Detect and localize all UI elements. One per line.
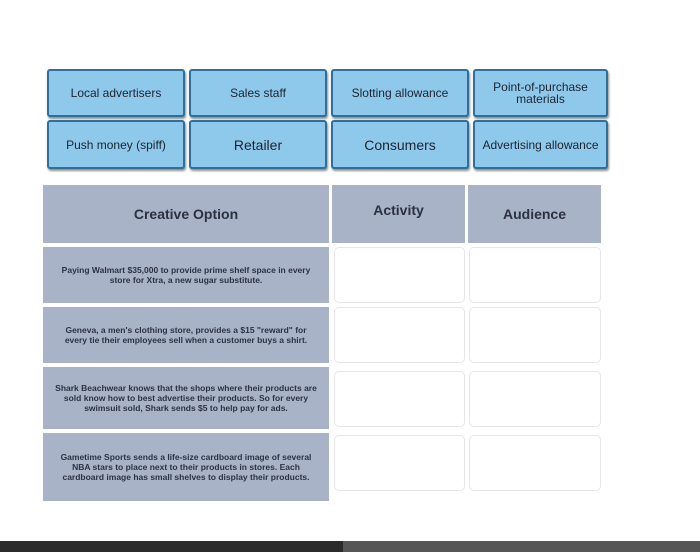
creative-option-row-1 — [43, 247, 329, 303]
audience-drop-slot-3[interactable] — [469, 371, 601, 427]
creative-option-text: Shark Beachwear knows that the shops where their products are sold know how to best advertise their products. So for every swimsuit sold, Shark sends $5 to help pay for ads. — [55, 383, 317, 413]
creative-option-row-3 — [43, 367, 329, 429]
audience-drop-slot-2[interactable] — [469, 307, 601, 363]
column-header-label: Activity — [373, 202, 424, 218]
term-tile-retailer[interactable]: Retailer — [189, 120, 327, 169]
audience-drop-slot-1[interactable] — [469, 247, 601, 303]
activity-drop-slot-2[interactable] — [334, 307, 465, 363]
activity-drop-slot-4[interactable] — [334, 435, 465, 491]
term-tile-consumers[interactable]: Consumers — [331, 120, 469, 169]
term-tile-push-money[interactable]: Push money (spiff) — [47, 120, 185, 169]
column-header-activity — [332, 185, 465, 243]
creative-option-row-2 — [43, 307, 329, 363]
column-header-creative-option — [43, 185, 329, 243]
creative-option-row-4 — [43, 433, 329, 501]
column-header-label: Creative Option — [133, 206, 239, 222]
creative-option-text: Gametime Sports sends a life-size cardboard image of several NBA stars to place next to their products in stores. Each cardboard image has small shelves to display their products. — [60, 452, 312, 482]
term-bank — [47, 69, 611, 169]
creative-option-text: Geneva, a men's clothing store, provides a $15 "reward" for every tie their employees sell when a customer buys a shirt. — [64, 325, 308, 345]
activity-drop-slot-3[interactable] — [334, 371, 465, 427]
bottom-toolbar-strip — [0, 541, 700, 552]
creative-option-text: Paying Walmart $35,000 to provide prime shelf space in every store for Xtra, a new sugar substitute. — [61, 265, 311, 285]
column-header-audience — [468, 185, 601, 243]
term-tile-slotting-allowance[interactable]: Slotting allowance — [331, 69, 469, 117]
term-tile-sales-staff[interactable]: Sales staff — [189, 69, 327, 117]
bottom-toolbar-segment — [343, 541, 700, 552]
term-tile-local-advertisers[interactable]: Local advertisers — [47, 69, 185, 117]
term-tile-point-of-purchase[interactable]: Point-of-purchase materials — [473, 69, 608, 117]
column-header-label: Audience — [502, 206, 566, 222]
audience-drop-slot-4[interactable] — [469, 435, 601, 491]
activity-drop-slot-1[interactable] — [334, 247, 465, 303]
term-tile-advertising-allowance[interactable]: Advertising allowance — [473, 120, 608, 169]
